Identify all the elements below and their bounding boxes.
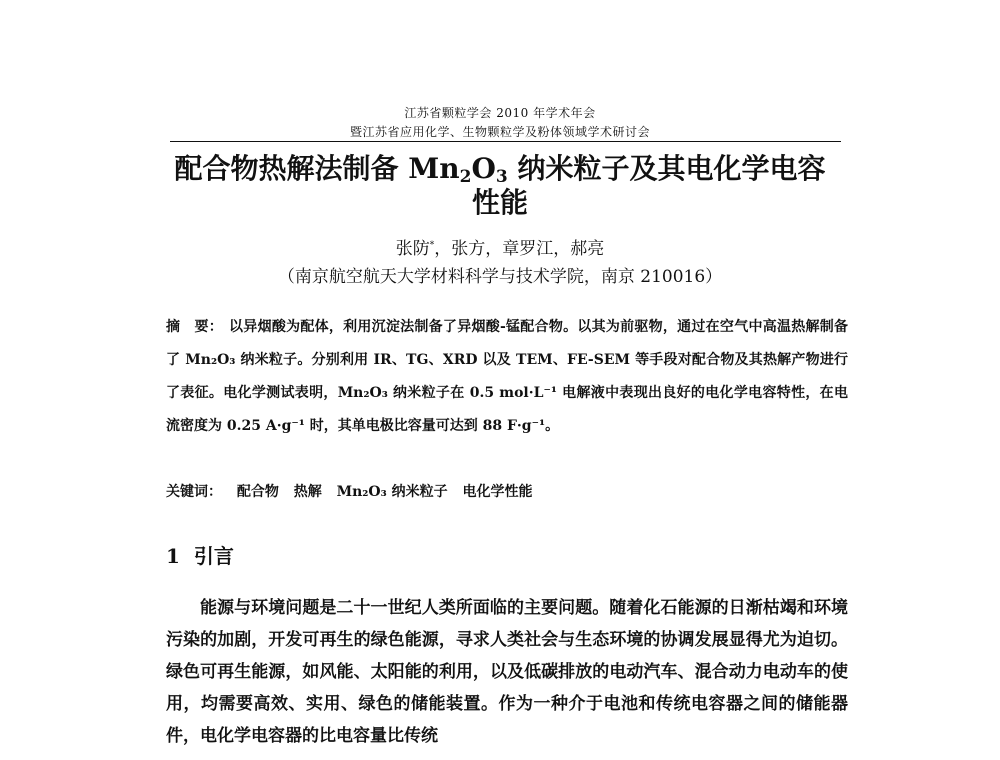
affiliation: （南京航空航天大学材料科学与技术学院，南京 210016） [277, 267, 723, 287]
body-paragraph: 能源与环境问题是二十一世纪人类所面临的主要问题。随着化石能源的日渐枯竭和环境污染的加剧，开发可再生的绿色能源，寻求人类社会与生态环境的协调发展显得尤为迫切。绿色可再生能源，如风能、太阳能的利用，以及低碳排放的电动汽车、混合动力电动车的使用，均需要高效、实用、绿色的储能装置。作为一种介于电池和传统电容器之间的储能器件，电化学电容器的比电容量比传统 [166, 598, 848, 746]
title-part-3: 纳米粒子及其电化学电容 [507, 152, 826, 185]
corresponding-mark: * [429, 240, 435, 251]
keywords-label: 关键词： [166, 484, 222, 500]
title-sub-2: 3 [495, 167, 508, 187]
keyword-item: 热解 [293, 484, 322, 500]
section-number: 1 [166, 544, 180, 568]
author-list [0, 234, 1000, 259]
abstract-label: 摘 要： [166, 319, 224, 335]
abstract-text: 以异烟酸为配体，利用沉淀法制备了异烟酸-锰配合物。以其为前驱物，通过在空气中高温热解制备了 Mn₂O₃ 纳米粒子。分别利用 IR、TG、XRD 以及 TEM、FE-SEM 等手段对配合物及其热解产物进行了表征。电化学测试表明，Mn₂O₃ 纳米粒子在 0.5 mol·L⁻¹ 电解液中表现出良好的电化学电容特性，在电流密度为 0.25 A·g⁻¹ 时，其单电极比容量可达到 88 F·g⁻¹。 [166, 319, 849, 434]
keyword-item: 电化学性能 [462, 484, 533, 500]
conference-header-line-1: 江苏省颗粒学会 2010 年学术年会 [404, 106, 596, 120]
other-authors: ，张方，章罗江，郝亮 [434, 239, 605, 259]
section-title: 引言 [193, 544, 234, 568]
abstract [166, 311, 848, 443]
title-sub-1: 2 [459, 167, 472, 187]
first-author: 张防 [395, 239, 430, 259]
keyword-item: Mn₂O₃ 纳米粒子 [336, 484, 448, 500]
header-rule [170, 141, 841, 142]
paper-title-line-2: 性能 [471, 186, 528, 219]
title-part-2: O [471, 152, 496, 185]
keyword-item: 配合物 [236, 484, 279, 500]
keywords [166, 481, 543, 501]
title-part-1: 配合物热解法制备 Mn [174, 152, 460, 185]
conference-header-line-2: 暨江苏省应用化学、生物颗粒学及粉体领域学术研讨会 [349, 125, 650, 139]
section-heading [166, 540, 234, 569]
